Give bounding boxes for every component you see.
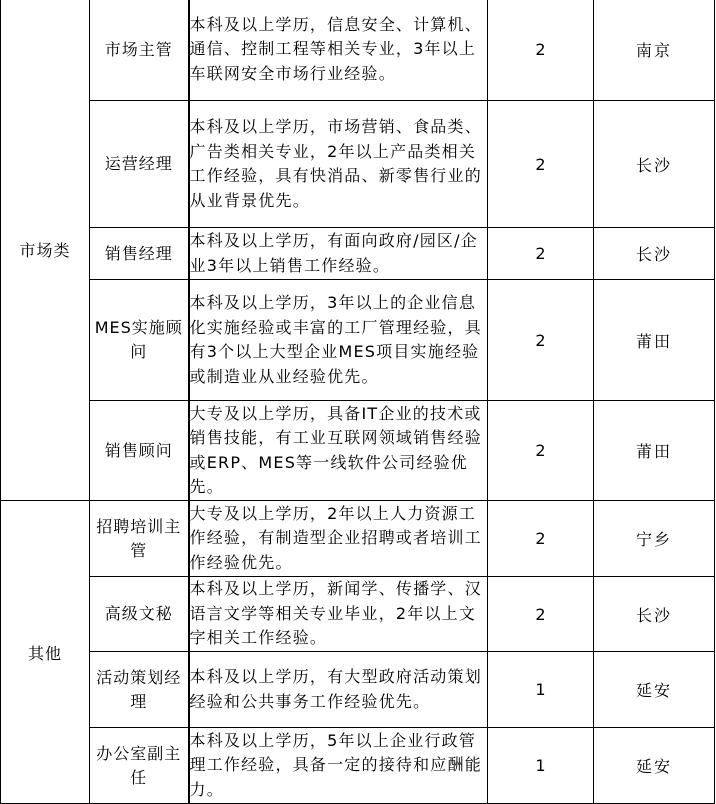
location-cell: 长沙 <box>594 577 715 652</box>
location-cell: 莆田 <box>594 401 715 501</box>
position-cell: 市场主管 <box>90 0 189 101</box>
table-row <box>1 728 715 804</box>
table-row <box>1 0 715 101</box>
position-cell: 招聘培训主管 <box>90 501 189 577</box>
position-cell: 运营经理 <box>90 101 189 228</box>
table-row <box>1 501 715 577</box>
requirement-cell: 本科及以上学历，3年以上的企业信息化实施经验或丰富的工厂管理经验，具有3个以上大型企业MES项目实施经验或制造业从业经验优先。 <box>189 280 488 401</box>
table-row <box>1 401 715 501</box>
location-cell: 延安 <box>594 728 715 804</box>
headcount-cell: 2 <box>488 401 594 501</box>
table-row <box>1 280 715 401</box>
location-cell: 南京 <box>594 0 715 101</box>
location-cell: 莆田 <box>594 280 715 401</box>
headcount-cell: 2 <box>488 577 594 652</box>
headcount-cell: 2 <box>488 280 594 401</box>
position-cell: 活动策划经理 <box>90 652 189 728</box>
headcount-cell: 2 <box>488 101 594 228</box>
position-cell: 办公室副主任 <box>90 728 189 804</box>
location-cell: 宁乡 <box>594 501 715 577</box>
requirement-cell: 大专及以上学历，具备IT企业的技术或销售技能，有工业互联网领域销售经验或ERP、MES等一线软件公司经验优先。 <box>189 401 488 501</box>
location-cell: 长沙 <box>594 101 715 228</box>
category-cell-market: 市场类 <box>1 0 90 501</box>
headcount-cell: 1 <box>488 652 594 728</box>
requirement-cell: 本科及以上学历，新闻学、传播学、汉语言文学等相关专业毕业，2年以上文字相关工作经验。 <box>189 577 488 652</box>
location-cell: 长沙 <box>594 228 715 280</box>
requirement-cell: 本科及以上学历，市场营销、食品类、广告类相关专业，2年以上产品类相关工作经验，具有快消品、新零售行业的从业背景优先。 <box>189 101 488 228</box>
requirement-cell: 本科及以上学历，有大型政府活动策划经验和公共事务工作经验优先。 <box>189 652 488 728</box>
position-cell: 销售顾问 <box>90 401 189 501</box>
category-cell-other: 其他 <box>1 501 90 804</box>
headcount-cell: 2 <box>488 228 594 280</box>
position-cell: MES实施顾问 <box>90 280 189 401</box>
location-cell: 延安 <box>594 652 715 728</box>
requirement-cell: 本科及以上学历，信息安全、计算机、通信、控制工程等相关专业，3年以上车联网安全市场行业经验。 <box>189 0 488 101</box>
table-row <box>1 228 715 280</box>
table-row <box>1 652 715 728</box>
requirement-cell: 本科及以上学历，有面向政府/园区/企业3年以上销售工作经验。 <box>189 228 488 280</box>
requirement-cell: 大专及以上学历，2年以上人力资源工作经验，有制造型企业招聘或者培训工作经验优先。 <box>189 501 488 577</box>
position-cell: 销售经理 <box>90 228 189 280</box>
position-cell: 高级文秘 <box>90 577 189 652</box>
table-row <box>1 101 715 228</box>
requirement-cell: 本科及以上学历，5年以上企业行政管理工作经验，具备一定的接待和应酬能力。 <box>189 728 488 804</box>
headcount-cell: 2 <box>488 0 594 101</box>
headcount-cell: 1 <box>488 728 594 804</box>
headcount-cell: 2 <box>488 501 594 577</box>
table-row <box>1 577 715 652</box>
